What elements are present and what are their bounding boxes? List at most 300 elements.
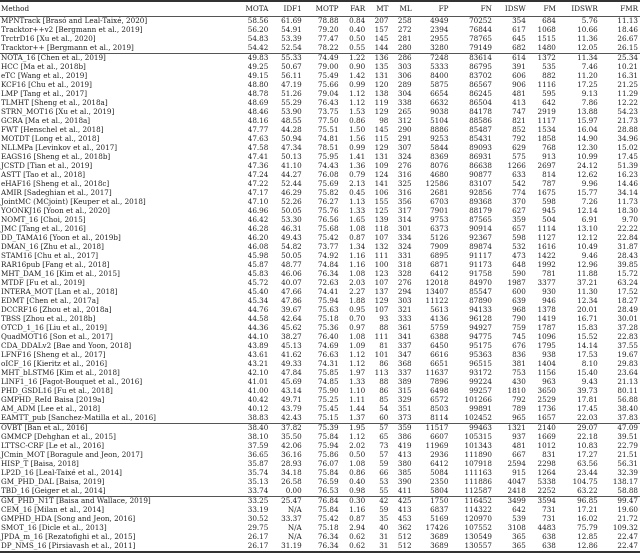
value-cell: 48.80 xyxy=(247,80,269,90)
value-cell: 1.08 xyxy=(349,459,366,469)
value-cell: 29.07 xyxy=(577,423,598,433)
value-cell: 1.50 xyxy=(349,125,366,135)
value-cell: 79.00 xyxy=(317,62,339,72)
method-cell: HISP_T [Baisa, 2018] xyxy=(1,459,79,469)
value-cell: 1.65 xyxy=(349,215,366,225)
table-row xyxy=(0,497,640,507)
value-cell: 85547 xyxy=(469,287,492,297)
method-cell: OTCD_1_16 [Liu et al., 2019] xyxy=(1,323,107,333)
value-cell: 1.10 xyxy=(349,386,366,396)
value-cell: 7.86 xyxy=(581,98,598,108)
value-cell: 0.99 xyxy=(349,143,366,153)
value-cell: 76.56 xyxy=(317,215,339,225)
value-cell: 2919 xyxy=(537,107,556,117)
value-cell: 2681 xyxy=(430,188,449,198)
value-cell: 9.13 xyxy=(581,89,598,99)
value-cell: 1.41 xyxy=(349,152,366,162)
value-cell: 6412 xyxy=(430,459,449,469)
value-cell: 99.47 xyxy=(617,496,638,506)
value-cell: 107552 xyxy=(464,523,492,533)
value-cell: 8.10 xyxy=(581,359,598,369)
value-cell: 75.15 xyxy=(304,414,341,424)
value-cell: 0.50 xyxy=(349,34,366,44)
value-cell: 49.83 xyxy=(247,53,269,63)
value-cell: 1858 xyxy=(537,134,556,144)
value-cell: 31 xyxy=(379,532,389,542)
value-cell: 645 xyxy=(512,34,526,44)
value-cell: 5844 xyxy=(430,143,449,153)
value-cell: 43.79 xyxy=(281,404,302,414)
value-cell: 781 xyxy=(542,269,556,279)
value-cell: 40.42 xyxy=(247,395,269,405)
value-cell: 79.20 xyxy=(317,25,339,35)
value-cell: 1404 xyxy=(537,359,556,369)
value-cell: 137 xyxy=(374,287,389,297)
value-cell: 303 xyxy=(397,296,412,306)
value-cell: 12.22 xyxy=(617,98,638,108)
value-cell: 42.10 xyxy=(247,368,269,378)
value-cell: 290 xyxy=(397,125,412,135)
value-cell: 66 xyxy=(379,468,389,478)
value-cell: 2298 xyxy=(537,459,556,469)
value-cell: 76.53 xyxy=(304,487,341,497)
value-cell: 75.68 xyxy=(317,224,339,234)
value-cell: 46.29 xyxy=(281,188,302,198)
value-cell: 40.07 xyxy=(281,278,302,288)
value-cell: 40 xyxy=(379,523,389,533)
value-cell: 575 xyxy=(512,152,526,162)
value-cell: 4047 xyxy=(507,477,526,487)
value-cell: 12018 xyxy=(425,278,449,288)
value-cell: 49.15 xyxy=(247,71,269,81)
value-cell: 3108 xyxy=(507,523,526,533)
value-cell: 130549 xyxy=(464,532,492,542)
value-cell: 75.84 xyxy=(317,432,339,442)
value-cell: 92367 xyxy=(469,233,492,243)
method-cell: OVBT [Ban et al., 2016] xyxy=(1,423,88,433)
value-cell: 1117 xyxy=(537,116,556,126)
value-cell: 78.22 xyxy=(304,44,341,54)
value-cell: 75.94 xyxy=(317,441,339,451)
value-cell: 37.21 xyxy=(577,278,598,288)
value-cell: 7909 xyxy=(430,242,449,252)
value-cell: 36.16 xyxy=(281,450,302,460)
value-cell: 89874 xyxy=(469,242,492,252)
value-cell: 101 xyxy=(374,350,389,360)
value-cell: 10.83 xyxy=(577,441,598,451)
value-cell: 54.82 xyxy=(281,242,302,252)
value-cell: 291 xyxy=(397,134,412,144)
value-cell: 47.66 xyxy=(281,287,302,297)
method-cell: JMC [Tang et al., 2016] xyxy=(1,224,86,234)
value-cell: 109 xyxy=(374,161,389,171)
value-cell: 41.10 xyxy=(281,161,302,171)
value-cell: 11.20 xyxy=(577,71,598,81)
value-cell: 430 xyxy=(512,377,526,387)
value-cell: 52.26 xyxy=(281,197,302,207)
value-cell: 2350 xyxy=(430,477,449,487)
value-cell: 74.81 xyxy=(317,134,339,144)
value-cell: 43.61 xyxy=(247,350,269,360)
value-cell: 87565 xyxy=(469,215,492,225)
value-cell: 96.85 xyxy=(577,496,598,506)
value-cell: 49.71 xyxy=(281,395,302,405)
value-cell: 280 xyxy=(390,44,413,54)
value-cell: 75.49 xyxy=(317,71,339,81)
value-cell: 792 xyxy=(512,395,526,405)
value-cell: 41.00 xyxy=(247,386,269,396)
value-cell: 15.40 xyxy=(577,368,598,378)
method-cell: AM_ADM [Lee et al., 2018] xyxy=(1,404,101,414)
value-cell: 86795 xyxy=(469,62,492,72)
value-cell: 124 xyxy=(374,170,389,180)
table-row xyxy=(0,533,640,542)
value-cell: 63.24 xyxy=(617,278,638,288)
value-cell: 132 xyxy=(374,242,389,252)
value-cell: 50.05 xyxy=(281,206,302,216)
value-cell: 9038 xyxy=(430,107,449,117)
value-cell: 0.30 xyxy=(349,496,366,506)
value-cell: 14.90 xyxy=(577,134,598,144)
column-header: MT xyxy=(367,1,390,17)
value-cell: 3594 xyxy=(537,496,556,506)
value-cell: 47.19 xyxy=(281,80,302,90)
value-cell: 7901 xyxy=(430,206,449,216)
value-cell: 74.84 xyxy=(317,260,339,270)
value-cell: 9253 xyxy=(430,134,449,144)
value-cell: 667 xyxy=(512,450,526,460)
value-cell: 48.55 xyxy=(281,116,302,126)
value-cell: 1.12 xyxy=(349,350,366,360)
value-cell: 75.90 xyxy=(317,386,339,396)
value-cell: 51.39 xyxy=(617,161,638,171)
value-cell: 46.31 xyxy=(281,224,302,234)
value-cell: 11.30 xyxy=(577,287,598,297)
value-cell: 58.88 xyxy=(600,487,640,497)
table-row xyxy=(0,515,640,524)
value-cell: 86 xyxy=(379,359,389,369)
column-header: MOTA xyxy=(234,1,271,17)
value-cell: 91173 xyxy=(469,260,492,270)
value-cell: 1.12 xyxy=(349,432,366,442)
value-cell: 18.46 xyxy=(617,25,638,35)
value-cell: 45.40 xyxy=(247,287,269,297)
value-cell: 598 xyxy=(542,197,556,207)
value-cell: 368 xyxy=(397,359,412,369)
value-cell: 8400 xyxy=(430,71,449,81)
value-cell: 258 xyxy=(397,16,412,26)
value-cell: 16.71 xyxy=(577,314,598,324)
value-cell: 11.13 xyxy=(617,16,638,26)
value-cell: 10.21 xyxy=(617,62,638,72)
value-cell: 1127 xyxy=(537,233,556,243)
value-cell: 303 xyxy=(397,62,412,72)
value-cell: 51.26 xyxy=(281,89,302,99)
method-cell: CDA_DDALv2 [Bae and Yoon, 2018] xyxy=(1,341,132,351)
value-cell: 338 xyxy=(397,98,412,108)
method-cell: TLMHT [Sheng et al., 2018a] xyxy=(1,98,108,108)
value-cell: 59 xyxy=(379,505,389,515)
value-cell: 512 xyxy=(397,532,412,542)
value-cell: 49.33 xyxy=(281,359,302,369)
value-cell: 75.25 xyxy=(317,395,339,405)
value-cell: 19.60 xyxy=(617,505,638,515)
value-cell: 731 xyxy=(542,514,556,524)
value-cell: 47.86 xyxy=(281,296,302,306)
method-cell: EDMT [Chen et al., 2017a] xyxy=(1,296,99,306)
value-cell: 116452 xyxy=(464,496,492,506)
value-cell: 9.46 xyxy=(581,251,598,261)
method-cell: GCRA [Ma et al., 2018a] xyxy=(1,116,91,126)
value-cell: 1616 xyxy=(537,242,556,252)
value-cell: 389 xyxy=(397,377,412,387)
value-cell: 131 xyxy=(374,71,389,81)
value-cell: 47.10 xyxy=(247,197,269,207)
method-cell: EAGS16 [Sheng et al., 2018b] xyxy=(1,152,111,162)
value-cell: 92856 xyxy=(469,188,492,198)
value-cell: 138 xyxy=(374,89,389,99)
value-cell: 3689 xyxy=(430,532,449,542)
value-cell: 347 xyxy=(397,350,412,360)
value-cell: 639 xyxy=(512,296,526,306)
value-cell: 10.49 xyxy=(577,242,598,252)
value-cell: 80.11 xyxy=(617,386,638,396)
value-cell: 111890 xyxy=(464,450,492,460)
value-cell: 1.56 xyxy=(349,134,366,144)
value-cell: 380 xyxy=(397,459,412,469)
value-cell: 315 xyxy=(397,386,412,396)
value-cell: 10.99 xyxy=(577,152,598,162)
value-cell: 111 xyxy=(374,251,389,261)
column-header: IDSWR xyxy=(558,1,600,17)
value-cell: 1266 xyxy=(507,161,526,171)
value-cell: 50.13 xyxy=(281,152,302,162)
value-cell: 39.73 xyxy=(577,386,598,396)
value-cell: 1.53 xyxy=(349,107,366,117)
value-cell: 1.95 xyxy=(349,423,366,433)
value-cell: 1534 xyxy=(537,125,556,135)
value-cell: 1.08 xyxy=(349,269,366,279)
column-header: FMR xyxy=(600,1,640,17)
value-cell: 55.33 xyxy=(281,53,302,63)
value-cell: 590 xyxy=(512,269,526,279)
method-cell: Tracktor++v2 [Bergmann et al., 2019] xyxy=(1,25,143,35)
value-cell: 76.59 xyxy=(317,477,339,487)
value-cell: 94775 xyxy=(469,332,492,342)
value-cell: 413 xyxy=(397,450,412,460)
method-cell: DCCRF16 [Zhou et al., 2018a] xyxy=(1,305,112,315)
value-cell: 1675 xyxy=(537,188,556,198)
value-cell: 145 xyxy=(374,34,389,44)
method-cell: GMPHD_ReId Baisa [2019a] xyxy=(1,395,105,405)
value-cell: 17.25 xyxy=(577,80,598,90)
value-cell: 2955 xyxy=(430,34,449,44)
value-cell: 5169 xyxy=(430,514,449,524)
value-cell: 138.17 xyxy=(612,477,638,487)
column-header: IDSW xyxy=(494,1,528,17)
value-cell: 1419 xyxy=(537,314,556,324)
value-cell: 12.86 xyxy=(577,541,598,551)
value-cell: 1372 xyxy=(537,53,556,63)
value-cell: 3377 xyxy=(537,278,556,288)
value-cell: 2418 xyxy=(494,487,528,497)
value-cell: 1.44 xyxy=(349,404,366,414)
value-cell: 35.50 xyxy=(281,432,302,442)
value-cell: 790 xyxy=(512,314,526,324)
value-cell: 15.83 xyxy=(577,323,598,333)
value-cell: 28.93 xyxy=(281,459,302,469)
value-cell: 75.95 xyxy=(317,152,339,162)
value-cell: 2.03 xyxy=(349,278,366,288)
value-cell: 10.66 xyxy=(577,25,598,35)
value-cell: 87890 xyxy=(469,296,492,306)
value-cell: 86931 xyxy=(469,152,492,162)
value-cell: 16.31 xyxy=(617,71,638,81)
value-cell: 114322 xyxy=(464,505,492,515)
value-cell: 289 xyxy=(397,80,412,90)
value-cell: 276 xyxy=(397,278,412,288)
value-cell: 17.45 xyxy=(617,152,638,162)
value-cell: 814 xyxy=(542,170,556,180)
value-cell: 48.46 xyxy=(247,107,269,117)
header-row xyxy=(0,1,640,17)
value-cell: 281 xyxy=(397,34,412,44)
value-cell: 50.05 xyxy=(281,251,302,261)
value-cell: 2.27 xyxy=(349,287,366,297)
method-cell: HCC [Ma et al., 2018b] xyxy=(1,62,86,72)
method-cell: DD_TAMA16 [Yoon et al., 2019b] xyxy=(1,233,121,243)
value-cell: 21.13 xyxy=(617,377,638,387)
value-cell: 337 xyxy=(397,368,412,378)
value-cell: 6607 xyxy=(430,432,449,442)
value-cell: 968 xyxy=(512,305,526,315)
value-cell: 48.77 xyxy=(281,260,302,270)
method-cell: TBD_16 [Geiger et al., 2014] xyxy=(0,487,234,497)
value-cell: 75.76 xyxy=(317,206,339,216)
value-cell: 25.34 xyxy=(617,53,638,63)
value-cell: 13.10 xyxy=(577,224,598,234)
method-cell: oICF_16 [Kieritz et al., 2016] xyxy=(1,359,108,369)
method-cell: LTTSC-CRF [Le et al., 2016] xyxy=(1,441,105,451)
value-cell: 47.09 xyxy=(617,423,638,433)
method-cell: INTERA_MOT [Lan et al., 2018] xyxy=(1,287,118,297)
value-cell: 481 xyxy=(512,441,526,451)
value-cell: 52.54 xyxy=(270,44,303,54)
value-cell: 15.97 xyxy=(577,116,598,126)
value-cell: 329 xyxy=(397,395,412,405)
value-cell: 391 xyxy=(512,62,526,72)
method-cell: TrctrD16 [Xu et al., 2020] xyxy=(1,34,96,44)
value-cell: 29.75 xyxy=(247,523,269,533)
value-cell: 49.25 xyxy=(247,62,269,72)
value-cell: 115 xyxy=(374,134,389,144)
column-header: FN xyxy=(450,1,494,17)
method-cell: YOONKJ16 [Yoon et al., 2020] xyxy=(1,206,110,216)
value-cell: 0.50 xyxy=(349,450,366,460)
value-cell: 9.96 xyxy=(581,179,598,189)
value-cell: 325 xyxy=(397,179,412,189)
value-cell: 120970 xyxy=(464,514,492,524)
value-cell: 55 xyxy=(367,487,390,497)
value-cell: 28.88 xyxy=(617,125,638,135)
value-cell: 12.85 xyxy=(577,532,598,542)
value-cell: 2529 xyxy=(537,395,556,405)
value-cell: 17.81 xyxy=(577,395,598,405)
value-cell: 18.30 xyxy=(617,206,638,216)
value-cell: 1.12 xyxy=(349,89,366,99)
value-cell: 1750 xyxy=(430,496,449,506)
value-cell: 131 xyxy=(374,152,389,162)
value-cell: 38.83 xyxy=(234,414,271,424)
value-cell: 365 xyxy=(512,541,526,551)
value-cell: 75.18 xyxy=(317,314,339,324)
value-cell: 5804 xyxy=(414,487,451,497)
value-cell: 88 xyxy=(379,377,389,387)
value-cell: 642 xyxy=(542,98,556,108)
value-cell: 65 xyxy=(379,432,389,442)
value-cell: 324 xyxy=(397,242,412,252)
value-cell: 43.89 xyxy=(247,341,269,351)
value-cell: 381 xyxy=(512,359,526,369)
value-cell: 359 xyxy=(397,423,412,433)
value-cell: 759 xyxy=(512,323,526,333)
value-cell: 1657 xyxy=(528,414,558,424)
value-cell: 75.51 xyxy=(317,125,339,135)
value-cell: 39.51 xyxy=(617,432,638,442)
value-cell: 56.31 xyxy=(617,459,638,469)
value-cell: 337 xyxy=(397,341,412,351)
value-cell: 91758 xyxy=(469,269,492,279)
value-cell: 14.46 xyxy=(617,179,638,189)
value-cell: 657 xyxy=(512,224,526,234)
value-cell: 413 xyxy=(512,98,526,108)
value-cell: 1.12 xyxy=(349,98,366,108)
value-cell: 75.63 xyxy=(317,305,339,315)
value-cell: 11.36 xyxy=(577,34,598,44)
value-cell: 53 xyxy=(379,477,389,487)
value-cell: 789 xyxy=(512,404,526,414)
value-cell: 13407 xyxy=(425,287,449,297)
value-cell: 938 xyxy=(542,350,556,360)
value-cell: 272 xyxy=(397,25,412,35)
value-cell: 125 xyxy=(374,206,389,216)
value-cell: 1.36 xyxy=(349,161,366,171)
value-cell: 792 xyxy=(512,134,526,144)
value-cell: 89368 xyxy=(469,197,492,207)
value-cell: 365 xyxy=(512,532,526,542)
value-cell: 1.42 xyxy=(349,71,366,81)
value-cell: 11.34 xyxy=(577,53,598,63)
value-cell: 12.05 xyxy=(558,44,600,54)
value-cell: 72.63 xyxy=(317,278,339,288)
value-cell: 96515 xyxy=(469,359,492,369)
method-cell: eHAF16 [Sheng et al., 2018c] xyxy=(1,179,110,189)
value-cell: 86245 xyxy=(469,89,492,99)
value-cell: 5126 xyxy=(430,233,449,243)
value-cell: 2697 xyxy=(537,161,556,171)
value-cell: 8503 xyxy=(430,404,449,414)
value-cell: 882 xyxy=(542,71,556,81)
value-cell: 1.33 xyxy=(349,377,366,387)
value-cell: 1.97 xyxy=(349,368,366,378)
value-cell: 5104 xyxy=(430,116,449,126)
value-cell: 45.72 xyxy=(247,278,269,288)
value-cell: 359 xyxy=(512,215,526,225)
value-cell: 12.30 xyxy=(577,143,598,153)
value-cell: 123 xyxy=(374,269,389,279)
value-cell: 76.27 xyxy=(317,197,339,207)
value-cell: 45.34 xyxy=(247,296,269,306)
